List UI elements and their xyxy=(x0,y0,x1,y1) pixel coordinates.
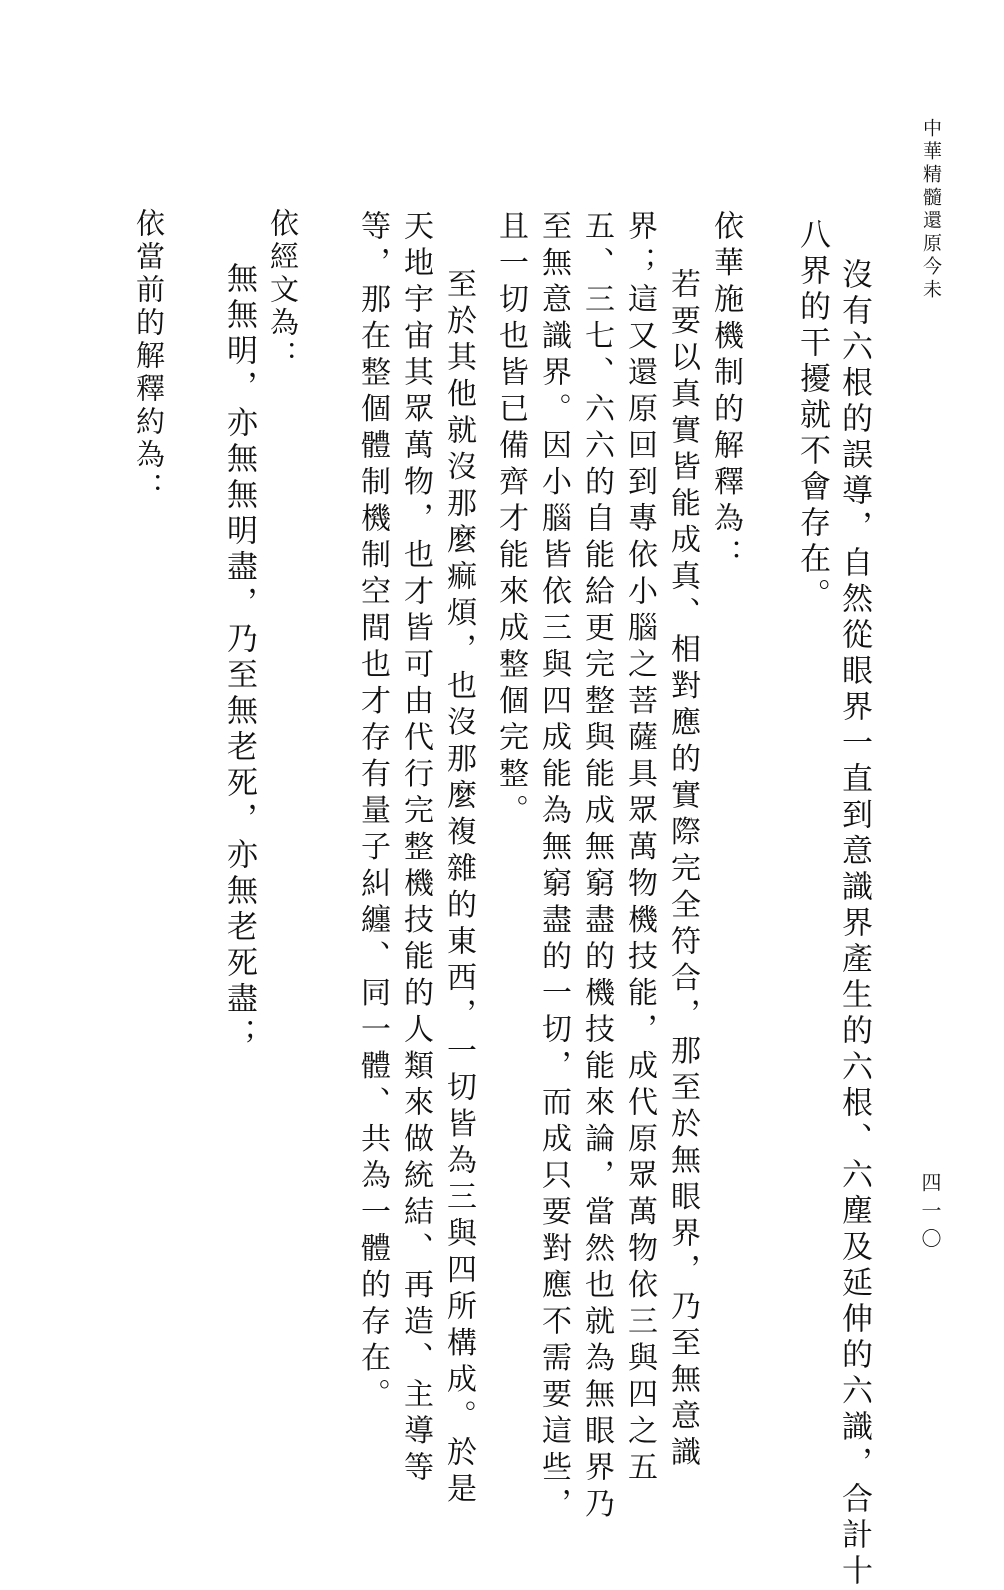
paragraph3-line1: 至於其他就沒那麼痲煩，也沒那麼複雜的東西，一切皆為三與四所構成。於是 xyxy=(441,268,476,1509)
paragraph2-line5: 且一切也皆已備齊才能來成整個完整。 xyxy=(493,210,528,831)
paragraph1-line2: 八界的干擾就不會存在。 xyxy=(794,218,830,614)
running-header-title: 中華精髓還原今未 xyxy=(920,118,942,302)
paragraph2-line3: 五、三七、六六的自能給更完整與能成無窮盡的機技能來論，當然也就為無眼界乃 xyxy=(579,210,614,1524)
paragraph3-line3: 等，那在整個體制機制空間也才存有量子糾纏、同一體、共為一體的存在。 xyxy=(355,210,390,1415)
sutra-text: 無無明，亦無無明盡，乃至無老死，亦無老死盡； xyxy=(221,262,257,1054)
page-number: 四一〇 xyxy=(918,1172,942,1256)
paragraph1-line1: 沒有六根的誤導，自然從眼界一直到意識界產生的六根、六塵及延伸的六識，合計十 xyxy=(836,258,872,1590)
current-interpretation-heading: 依當前的解釋約為： xyxy=(132,208,166,505)
paragraph2-line1: 若要以真實皆能成真、相對應的實際完全符合，那至於無眼界，乃至無意識 xyxy=(665,268,700,1473)
paragraph2-line2: 界；這又還原回到專依小腦之菩薩具眾萬物機技能，成代原眾萬物依三與四之五 xyxy=(622,210,657,1488)
sutra-heading: 依經文為： xyxy=(266,208,300,373)
paragraph2-line4: 至無意識界。因小腦皆依三與四成能為無窮盡的一切，而成只要對應不需要這些， xyxy=(536,210,571,1524)
mechanism-heading: 依華施機制的解釋為： xyxy=(708,210,743,575)
paragraph3-line2: 天地宇宙其眾萬物，也才皆可由代行完整機技能的人類來做統結、再造、主導等 xyxy=(398,210,433,1488)
